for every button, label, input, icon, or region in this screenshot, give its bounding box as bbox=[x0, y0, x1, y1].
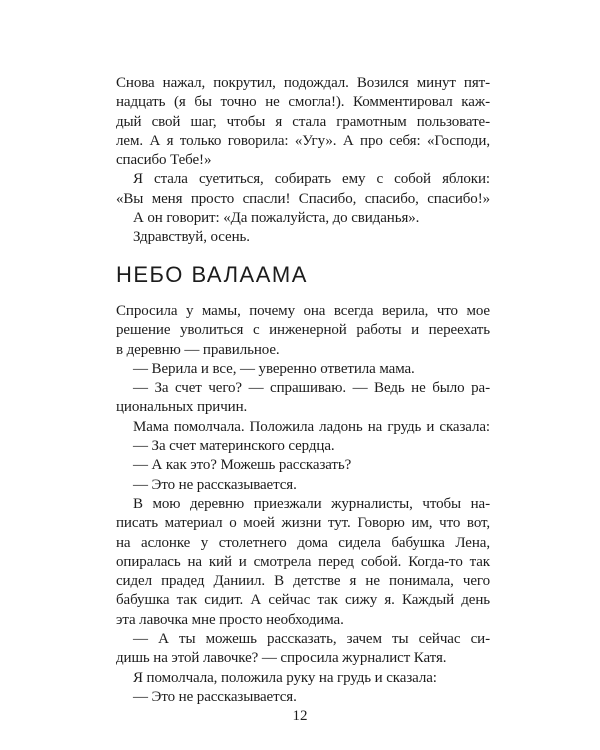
text-line: Снова нажал, покрутил, подождал. Возился минут пят- bbox=[116, 75, 490, 91]
text-line: эта лавочка мне просто необходима. bbox=[116, 611, 344, 628]
text-line: Я стала суетиться, собирать ему с собой яблоки: bbox=[133, 171, 490, 188]
text-block-main bbox=[116, 302, 490, 707]
text-line: — Верила и все, — уверенно ответила мама. bbox=[133, 360, 415, 377]
text-line: писать материал о моей жизни тут. Говорю им, что вот, bbox=[116, 515, 490, 532]
text-line: сидел прадед Даниил. В детстве я не понимала, чего bbox=[116, 573, 490, 590]
text-line: — А как это? Можешь рассказать? bbox=[133, 457, 352, 474]
text-line: Спросила у мамы, почему она всегда верила, что мое bbox=[116, 303, 490, 319]
text-line: циональных причин. bbox=[116, 399, 248, 416]
text-line: опиралась на кий и смотрела перед собой. Когда-то так bbox=[116, 553, 490, 570]
text-line: спасибо Тебе!» bbox=[116, 152, 212, 169]
text-line: — За счет материнского сердца. bbox=[133, 438, 335, 455]
text-line: «Вы меня просто спасли! Спасибо, спасибо, спасибо!» bbox=[116, 190, 490, 207]
text-block-top bbox=[116, 74, 490, 248]
text-line: дишь на этой лавочке? — спросила журналист Катя. bbox=[116, 650, 447, 667]
text-line: Мама помолчала. Положила ладонь на грудь и сказала: bbox=[133, 418, 490, 435]
text-line: решение уволиться с инженерной работы и переехать bbox=[116, 322, 490, 339]
text-line: В мою деревню приезжали журналисты, чтобы на- bbox=[133, 495, 490, 512]
text-line: дый свой шаг, чтобы я стала грамотным пользовате- bbox=[116, 113, 490, 130]
text-line: в деревню — правильное. bbox=[116, 341, 280, 358]
text-line: — А ты можешь рассказать, зачем ты сейчас си- bbox=[133, 631, 490, 648]
text-line: бабушка так сидит. А сейчас так сижу я. Каждый день bbox=[116, 592, 490, 609]
page-number: 12 bbox=[292, 708, 308, 724]
text-line: — Это не рассказывается. bbox=[133, 688, 297, 705]
section-heading: НЕБО ВАЛААМА bbox=[116, 262, 308, 287]
text-line: А он говорит: «Да пожалуйста, до свиданья». bbox=[133, 210, 420, 227]
text-line: — Это не рассказывается. bbox=[133, 476, 297, 493]
text-line: на аслонке у столетнего дома сидела бабушка Лена, bbox=[116, 534, 490, 551]
text-line: Здравствуй, осень. bbox=[133, 229, 250, 246]
text-line: Я помолчала, положила руку на грудь и сказала: bbox=[133, 669, 437, 686]
text-line: надцать (я бы точно не смогла!). Комментировал каж- bbox=[116, 94, 490, 111]
text-line: — За счет чего? — спрашиваю. — Ведь не было ра- bbox=[133, 380, 490, 397]
text-line: лем. А я только говорила: «Угу». А про себя: «Господи, bbox=[116, 132, 490, 149]
